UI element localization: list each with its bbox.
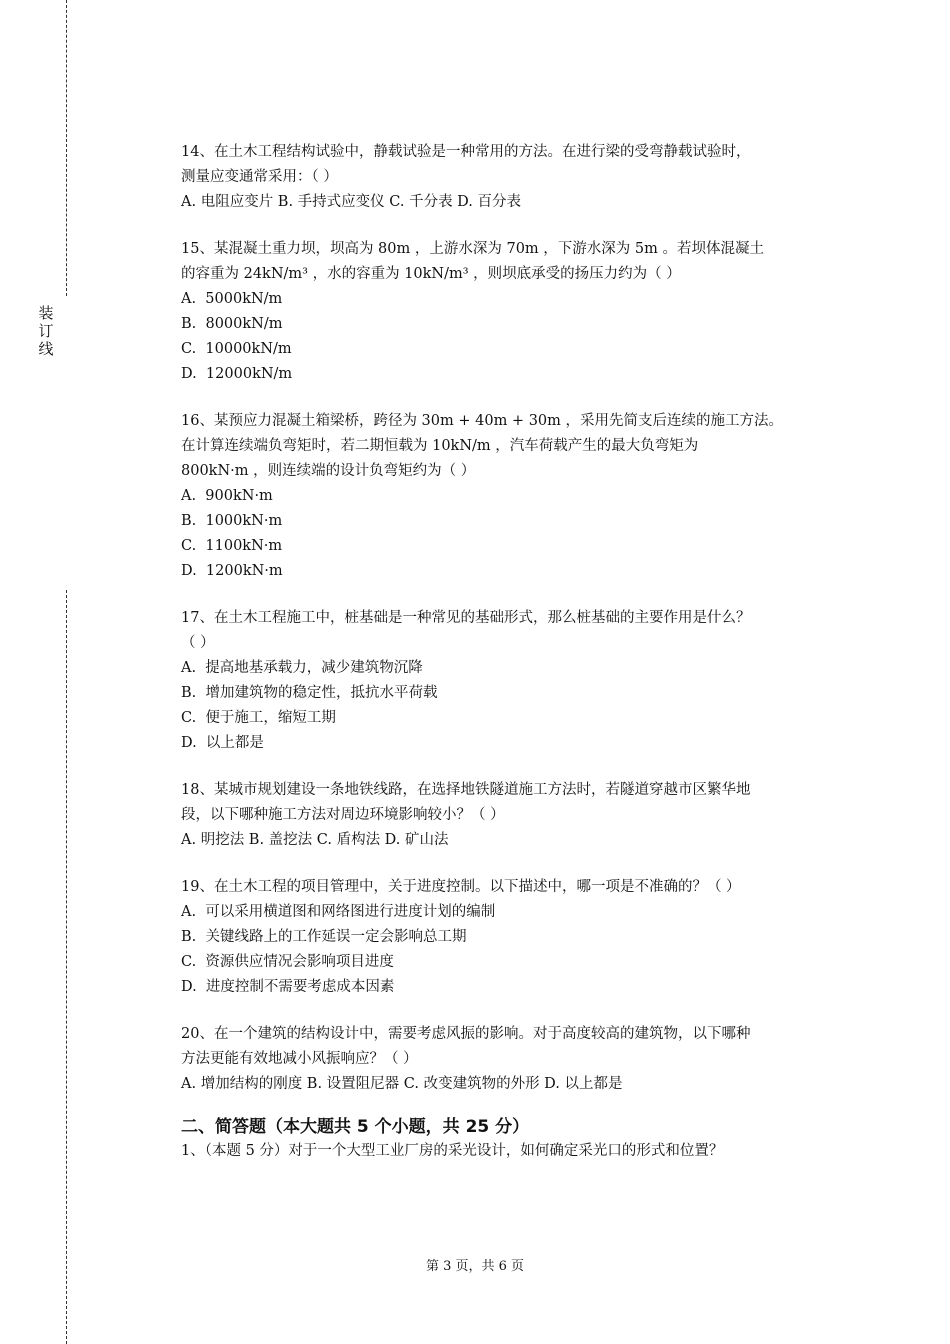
option-d: D. 1200kN·m (181, 563, 283, 579)
option-c: C. 便于施工，缩短工期 (181, 710, 336, 726)
question-17 (181, 606, 841, 756)
question-text: 18、某城市规划建设一条地铁线路，在选择地铁隧道施工方法时，若隧道穿越市区繁华地 (181, 782, 751, 798)
option-a: A. 900kN·m (181, 488, 273, 504)
binding-label (36, 304, 56, 358)
question-20 (181, 1022, 841, 1097)
question-text: 方法更能有效地减小风振响应？（ ） (181, 1051, 418, 1067)
question-text: 15、某混凝土重力坝，坝高为 80m ，上游水深为 70m ，下游水深为 5m 。若坝体混凝土 (181, 241, 764, 257)
question-14 (181, 140, 841, 215)
binding-char: 线 (38, 340, 54, 358)
binding-char: 订 (38, 322, 54, 340)
option-b: B. 8000kN/m (181, 316, 283, 332)
option-b: B. 关键线路上的工作延误一定会影响总工期 (181, 929, 467, 945)
binding-char: 装 (38, 304, 54, 322)
question-18 (181, 778, 841, 853)
question-text: 14、在土木工程结构试验中，静载试验是一种常用的方法。在进行梁的受弯静载试验时， (181, 144, 751, 160)
option-a: A. 可以采用横道图和网络图进行进度计划的编制 (181, 904, 496, 920)
page-number: 第 3 页，共 6 页 (425, 1259, 525, 1274)
question-text: 在计算连续端负弯矩时，若二期恒载为 10kN/m ，汽车荷载产生的最大负弯矩为 (181, 438, 699, 454)
binding-line-bottom (66, 590, 67, 1344)
question-text: 19、在土木工程的项目管理中，关于进度控制。以下描述中，哪一项是不准确的？（ ） (181, 879, 741, 895)
question-16 (181, 409, 841, 584)
short-answer-question-1: 1、（本题 5 分）对于一个大型工业厂房的采光设计，如何确定采光口的形式和位置？ (181, 1143, 724, 1159)
question-15 (181, 237, 841, 387)
option-d: D. 进度控制不需要考虑成本因素 (181, 979, 395, 995)
option-b: B. 1000kN·m (181, 513, 283, 529)
question-options: A. 明挖法 B. 盖挖法 C. 盾构法 D. 矿山法 (181, 832, 449, 848)
binding-line-top (66, 0, 67, 296)
question-text: 17、在土木工程施工中，桩基础是一种常见的基础形式，那么桩基础的主要作用是什么？ (181, 610, 751, 626)
option-b: B. 增加建筑物的稳定性，抵抗水平荷载 (181, 685, 438, 701)
question-text: 16、某预应力混凝土箱梁桥，跨径为 30m + 40m + 30m ，采用先简支后连续的施工方法。 (181, 413, 784, 429)
question-text: 的容重为 24kN/m³ ，水的容重为 10kN/m³ ，则坝底承受的扬压力约为（ ） (181, 266, 681, 282)
option-c: C. 1100kN·m (181, 538, 283, 554)
exam-content (181, 140, 841, 1164)
option-a: A. 5000kN/m (181, 291, 283, 307)
question-options: A. 增加结构的刚度 B. 设置阻尼器 C. 改变建筑物的外形 D. 以上都是 (181, 1076, 623, 1092)
section-title: 二、简答题（本大题共 5 个小题，共 25 分） (181, 1117, 530, 1137)
question-text: 800kN·m ，则连续端的设计负弯矩约为（ ） (181, 463, 476, 479)
question-19 (181, 875, 841, 1000)
option-a: A. 提高地基承载力，减少建筑物沉降 (181, 660, 423, 676)
question-text: 段，以下哪种施工方法对周边环境影响较小？（ ） (181, 807, 505, 823)
question-text: （ ） (181, 635, 215, 651)
question-text: 20、在一个建筑的结构设计中，需要考虑风振的影响。对于高度较高的建筑物，以下哪种 (181, 1026, 751, 1042)
option-c: C. 资源供应情况会影响项目进度 (181, 954, 394, 970)
option-c: C. 10000kN/m (181, 341, 292, 357)
option-d: D. 12000kN/m (181, 366, 293, 382)
question-options: A. 电阻应变片 B. 手持式应变仪 C. 千分表 D. 百分表 (181, 194, 522, 210)
question-text: 测量应变通常采用：（ ） (181, 169, 338, 185)
option-d: D. 以上都是 (181, 735, 264, 751)
